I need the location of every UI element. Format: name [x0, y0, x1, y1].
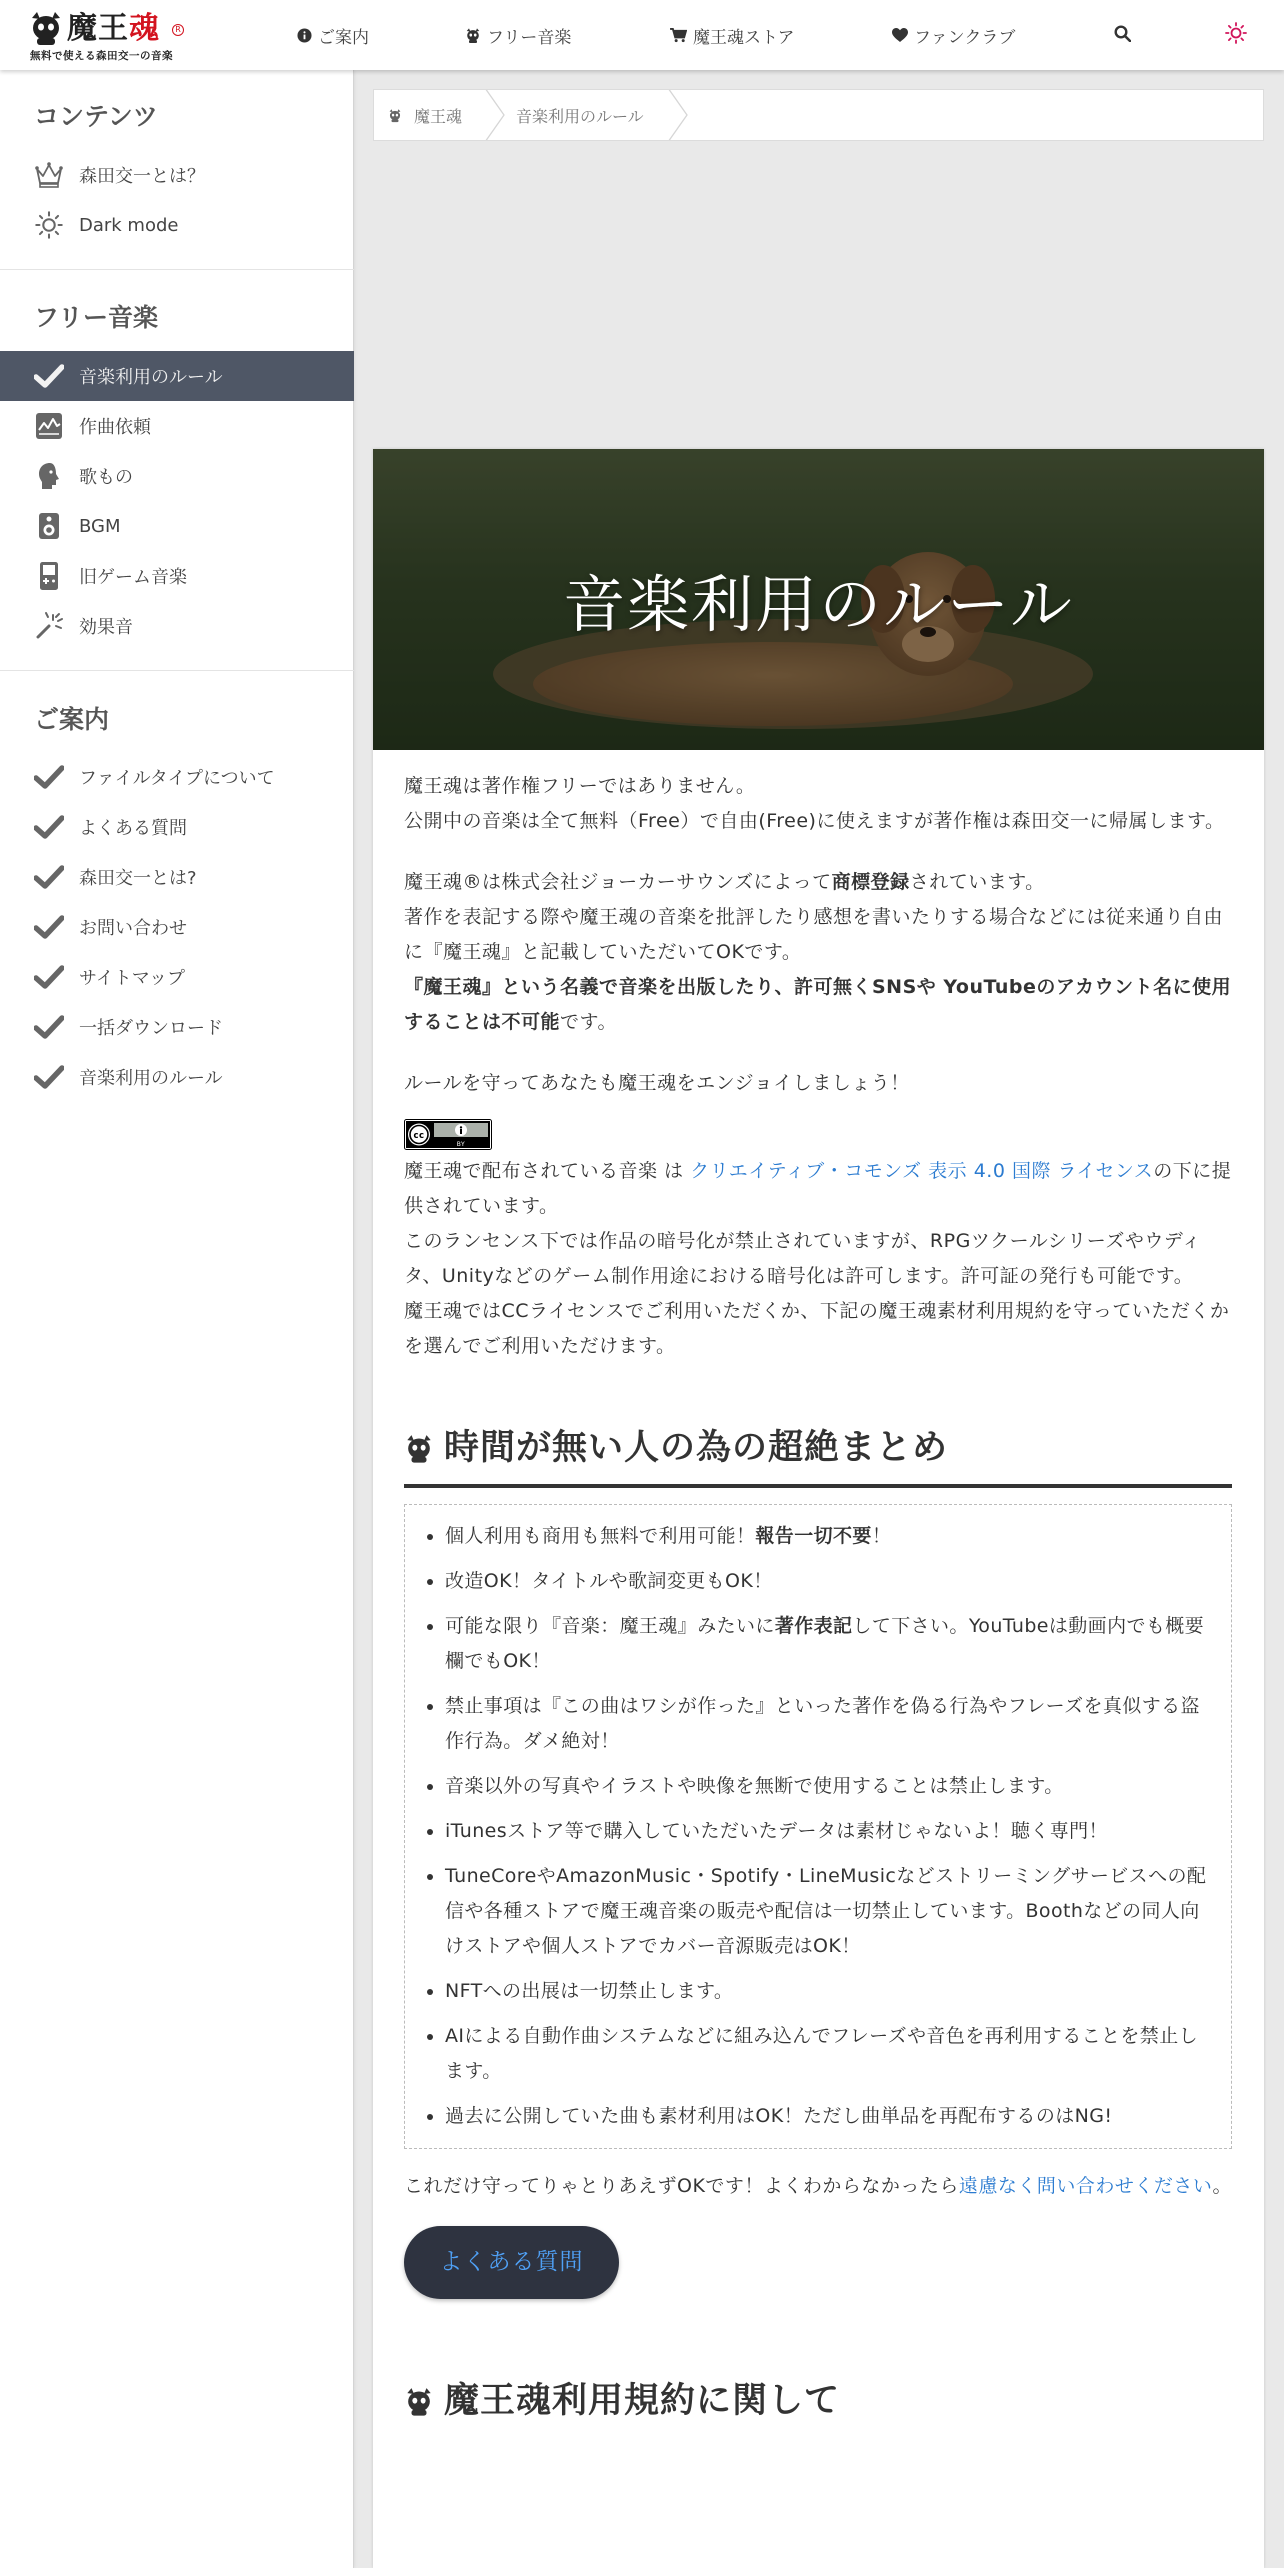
- demon-icon: [404, 2386, 434, 2417]
- demon-icon: [465, 27, 481, 44]
- list-item: • 個人利用も商用も無料で利用可能！報告一切不要！: [445, 1519, 1213, 1554]
- sidebar-item-bgm[interactable]: [0, 501, 354, 551]
- breadcrumb: [373, 89, 1264, 141]
- breadcrumb-home-label: 魔王魂: [414, 106, 463, 126]
- sidebar-item-label: 森田交一とは？: [79, 166, 205, 187]
- sidebar-item-label: 音楽利用のルール: [79, 1068, 223, 1089]
- list-item: • 音楽以外の写真やイラストや映像を無断で使用することは禁止します。: [445, 1769, 1213, 1804]
- list-item: • 禁止事項は『この曲はワシが作った』といった著作を偽る行為やフレーズを真似する盗作行為。ダメ絶対！: [445, 1689, 1213, 1759]
- section-heading: 魔王魂利用規約に関して: [404, 2379, 1232, 2423]
- sidebar-item-bulk-download[interactable]: [0, 1002, 354, 1052]
- speaker-icon: [37, 512, 61, 540]
- sidebar-item-label: ファイルタイプについて: [79, 768, 275, 789]
- list-item: • 過去に公開していた曲も素材利用はOK！ただし曲単品を再配布するのはNG!: [445, 2099, 1213, 2134]
- check-icon: [34, 364, 64, 388]
- sidebar-heading-free-music: フリー音楽: [34, 303, 159, 332]
- sidebar-item-commission[interactable]: [0, 401, 354, 451]
- registered-mark: R: [172, 24, 184, 36]
- sidebar-divider: [0, 269, 354, 270]
- sidebar-item-label: よくある質問: [79, 818, 187, 839]
- sidebar-item-label: 一括ダウンロード: [79, 1018, 223, 1039]
- dark-mode-toggle-icon[interactable]: [1225, 22, 1247, 44]
- nav-free-music-label: フリー音楽: [487, 27, 572, 48]
- summary-box: [404, 1504, 1232, 2149]
- breadcrumb-current-label: 音楽利用のルール: [516, 106, 644, 126]
- singer-head-icon: [36, 461, 62, 491]
- check-icon: [34, 1015, 64, 1039]
- list-item: • TuneCoreやAmazonMusic・Spotify・LineMusicなどストリーミングサービスへの配信や各種ストアで魔王魂音楽の販売や配信は一切禁止しています。Boothなどの同人向けストアや個人ストアでカバー音源販売はOK！: [445, 1859, 1213, 1964]
- sidebar-heading-guide: ご案内: [34, 705, 110, 734]
- sidebar-item-label: お問い合わせ: [79, 918, 187, 939]
- breadcrumb-home[interactable]: [388, 90, 462, 140]
- list-item: • iTunesストア等で購入していただいたデータは素材じゃないよ！聴く専門！: [445, 1814, 1213, 1849]
- paragraph: 魔王魂で配布されている音楽 は クリエイティブ・コモンズ 表示 4.0 国際 ライセンスの下に提供されています。 このランセンス下では作品の暗号化が禁止されていますが、RPGツクールシリーズやウディタ、Unityなどのゲーム制作用途における暗号化は許可します。許可証の発行も可能です。 魔王魂ではCCライセンスでご利用いただくか、下記の魔王魂素材利用規約を守っていただくかを選んでご利用いただけます。: [404, 1160, 1232, 1357]
- paragraph: 魔王魂®は株式会社ジョーカーサウンズによって商標登録されています。 著作を表記する際や魔王魂の音楽を批評したり感想を書いたりする場合などには従来通り自由に『魔王魂』と記載していただいてOKです。 『魔王魂』という名義で音楽を出版したり、許可無くSNSや YouTubeのアカウント名に使用することは不可能です。: [404, 871, 1232, 1033]
- site-logo[interactable]: [28, 10, 181, 62]
- sidebar-item-faq[interactable]: [0, 802, 354, 852]
- sidebar-item-contact[interactable]: [0, 902, 354, 952]
- sidebar-item-about[interactable]: [0, 150, 354, 200]
- sidebar-item-label: 音楽利用のルール: [79, 367, 223, 388]
- nav-guide[interactable]: [297, 22, 369, 48]
- nav-fanclub[interactable]: [892, 22, 1015, 48]
- nav-fanclub-label: ファンクラブ: [914, 27, 1016, 48]
- list-item: • NFTへの出展は一切禁止します。: [445, 1974, 1213, 2009]
- sidebar-item-label: Dark mode: [79, 214, 179, 236]
- chart-line-icon: [35, 412, 63, 440]
- search-icon[interactable]: [1114, 25, 1131, 42]
- contact-link[interactable]: 遠慮なく問い合わせください: [958, 2175, 1213, 2197]
- check-icon: [34, 965, 64, 989]
- list-item: • 改造OK！タイトルや歌詞変更もOK！: [445, 1564, 1213, 1599]
- crown-icon: [34, 161, 64, 189]
- nav-store[interactable]: [670, 22, 795, 48]
- sidebar-item-label: 歌もの: [79, 467, 133, 488]
- sidebar-item-vocal[interactable]: [0, 451, 354, 501]
- hero-banner: [373, 449, 1264, 750]
- check-icon: [34, 915, 64, 939]
- sidebar-item-sound-effects[interactable]: [0, 601, 354, 651]
- creative-commons-badge[interactable]: [404, 1119, 492, 1150]
- sidebar-item-about-2[interactable]: [0, 852, 354, 902]
- nav-free-music[interactable]: [465, 22, 571, 48]
- demon-mascot-icon: [28, 10, 64, 46]
- svg-text:cc: cc: [413, 1131, 425, 1141]
- sidebar-item-dark-mode[interactable]: [0, 200, 354, 250]
- sidebar-item-label: 森田交一とは?: [79, 868, 197, 889]
- paragraph: ルールを守ってあなたも魔王魂をエンジョイしましょう！: [404, 1072, 910, 1094]
- shopping-cart-icon: [670, 28, 687, 43]
- demon-icon: [404, 1433, 434, 1464]
- ad-space: [373, 150, 1264, 440]
- sidebar-item-label: 旧ゲーム音楽: [79, 567, 187, 588]
- gameboy-icon: [38, 561, 60, 591]
- info-circle-icon: [297, 28, 312, 43]
- breadcrumb-current: [516, 90, 644, 140]
- sidebar-item-music-rules-2[interactable]: [0, 1052, 354, 1102]
- logo-subtitle: 無料で使える森田交一の音楽: [30, 50, 173, 62]
- check-icon: [34, 865, 64, 889]
- section-heading: 時間が無い人の為の超絶まとめ: [404, 1426, 1232, 1488]
- sidebar-item-retro-game[interactable]: [0, 551, 354, 601]
- nav-store-label: 魔王魂ストア: [693, 27, 795, 48]
- check-icon: [34, 1065, 64, 1089]
- sidebar-item-label: サイトマップ: [79, 968, 186, 989]
- breadcrumb-separator: [667, 89, 689, 141]
- heart-icon: [892, 28, 908, 43]
- sparkle-wand-icon: [34, 611, 64, 641]
- sidebar: [0, 70, 354, 2568]
- sidebar-item-label: 効果音: [79, 617, 133, 638]
- list-item: • AIによる自動作曲システムなどに組み込んでフレーズや音色を再利用することを禁止します。: [445, 2019, 1213, 2089]
- cc-license-link[interactable]: クリエイティブ・コモンズ 表示 4.0 国際 ライセンス: [690, 1160, 1154, 1182]
- hero-title: 音楽利用のルール: [563, 568, 1074, 641]
- demon-icon: [388, 108, 402, 123]
- article-body: [404, 769, 1232, 2423]
- sidebar-item-file-types[interactable]: [0, 752, 354, 802]
- article: [373, 449, 1264, 2568]
- cc-badge-label: BY: [456, 1141, 466, 1148]
- check-icon: [34, 815, 64, 839]
- sidebar-item-label: BGM: [79, 515, 121, 537]
- sidebar-item-label: 作曲依頼: [79, 417, 151, 438]
- sidebar-divider: [0, 670, 354, 671]
- breadcrumb-separator: [484, 89, 506, 141]
- logo-title: 魔王魂: [67, 11, 160, 46]
- sidebar-item-music-rules[interactable]: [0, 351, 354, 401]
- paragraph: 魔王魂は著作権フリーではありません。 公開中の音楽は全て無料（Free）で自由(Free)に使えますが著作権は森田交一に帰属します。: [404, 775, 1225, 832]
- check-icon: [34, 765, 64, 789]
- sidebar-item-sitemap[interactable]: [0, 952, 354, 1002]
- faq-button[interactable]: よくある質問: [404, 2226, 619, 2299]
- top-navigation-bar: [0, 0, 1284, 70]
- sun-icon: [35, 211, 63, 239]
- sidebar-heading-contents: コンテンツ: [34, 102, 158, 131]
- list-item: • 可能な限り『音楽：魔王魂』みたいに著作表記して下さい。YouTubeは動画内でも概要欄でもOK！: [445, 1609, 1213, 1679]
- nav-guide-label: ご案内: [318, 27, 369, 48]
- paragraph: これだけ守ってりゃとりあえずOKです！よくわからなかったら遠慮なく問い合わせください。: [404, 2175, 1232, 2197]
